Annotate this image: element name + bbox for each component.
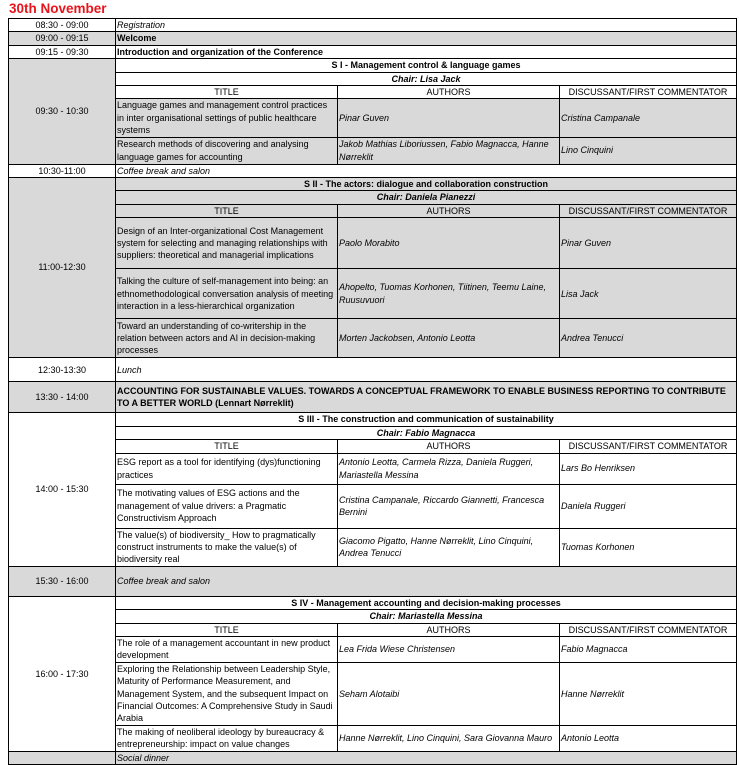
session-title-row	[9, 413, 737, 426]
time-slot: 15:30 - 16:00	[9, 566, 116, 596]
time-slot: 08:30 - 09:00	[9, 19, 116, 32]
session-chair-row	[9, 610, 737, 623]
session-title-row	[9, 59, 737, 72]
paper-discussant: Pinar Guven	[560, 218, 737, 269]
session-chair: Chair: Lisa Jack	[116, 72, 737, 85]
time-slot: 12:30-13:30	[9, 358, 116, 382]
time-slot: 09:00 - 09:15	[9, 32, 116, 45]
session-chair: Chair: Mariastella Messina	[116, 610, 737, 623]
session-chair: Chair: Fabio Magnacca	[116, 426, 737, 439]
schedule-row	[9, 19, 737, 32]
schedule-row	[9, 358, 737, 382]
paper-discussant: Cristina Campanale	[560, 99, 737, 137]
session-chair: Chair: Daniela Pianezzi	[116, 191, 737, 204]
paper-discussant: Lino Cinquini	[560, 137, 737, 164]
time-slot: 11:00-12:30	[9, 178, 116, 358]
event-label: Coffee break and salon	[116, 164, 737, 177]
time-slot: 13:30 - 14:00	[9, 382, 116, 413]
event-label: ACCOUNTING FOR SUSTAINABLE VALUES. TOWARDS A CONCEPTUAL FRAMEWORK TO ENABLE BUSINESS REPORTING TO CONTRIBUTE TO A BETTER WORLD (Lennart Nørreklit)	[116, 382, 737, 413]
schedule-row	[9, 566, 737, 596]
session-title-row	[9, 596, 737, 609]
time-slot: 14:00 - 15:30	[9, 413, 116, 566]
paper-row	[9, 319, 737, 358]
session-chair-row	[9, 426, 737, 439]
event-label: Coffee break and salon	[116, 566, 737, 596]
paper-discussant: Antonio Leotta	[560, 725, 737, 751]
paper-title: ESG report as a tool for identifying (dys)functioning practices	[116, 453, 338, 484]
paper-authors: Paolo Morabito	[338, 218, 560, 269]
paper-title: Language games and management control practices in inter organisational settings of public healthcare systems	[116, 99, 338, 137]
column-header-row	[9, 623, 737, 636]
paper-row	[9, 453, 737, 484]
column-header-authors: AUTHORS	[338, 86, 560, 99]
paper-title: Talking the culture of self-management into being: an ethnomethodological conversation analysis of meeting interaction in a less-hierarchical organization	[116, 269, 338, 319]
paper-authors: Lea Frida Wiese Christensen	[338, 636, 560, 662]
event-label: Introduction and organization of the Conference	[116, 45, 737, 58]
column-header-discussant: DISCUSSANT/FIRST COMMENTATOR	[560, 623, 737, 636]
schedule-row	[9, 32, 737, 45]
column-header-authors: AUTHORS	[338, 623, 560, 636]
paper-title: Exploring the Relationship between Leadership Style, Maturity of Performance Measurement, and Management System, and the subsequent Impact on Financial Outcomes: A Comprehensive Study in Saudi Arabia	[116, 662, 338, 725]
schedule-row	[9, 751, 737, 764]
schedule-row	[9, 164, 737, 177]
column-header-discussant: DISCUSSANT/FIRST COMMENTATOR	[560, 204, 737, 217]
paper-title: The role of a management accountant in new product development	[116, 636, 338, 662]
paper-discussant: Hanne Nørreklit	[560, 662, 737, 725]
paper-discussant: Andrea Tenucci	[560, 319, 737, 358]
column-header-title: TITLE	[116, 204, 338, 217]
paper-discussant: Fabio Magnacca	[560, 636, 737, 662]
paper-authors: Antonio Leotta, Carmela Rizza, Daniela Ruggeri, Mariastella Messina	[338, 453, 560, 484]
session-title: S IV - Management accounting and decision-making processes	[116, 596, 737, 609]
column-header-title: TITLE	[116, 623, 338, 636]
paper-authors: Morten Jackobsen, Antonio Leotta	[338, 319, 560, 358]
paper-row	[9, 99, 737, 137]
column-header-title: TITLE	[116, 440, 338, 453]
session-title: S I - Management control & language games	[116, 59, 737, 72]
schedule-row	[9, 45, 737, 58]
paper-discussant: Daniela Ruggeri	[560, 484, 737, 528]
time-slot: 09:30 - 10:30	[9, 59, 116, 164]
paper-authors: Cristina Campanale, Riccardo Giannetti, Francesca Bernini	[338, 484, 560, 528]
column-header-authors: AUTHORS	[338, 440, 560, 453]
time-slot: 16:00 - 17:30	[9, 596, 116, 751]
paper-title: The value(s) of biodiversity_ How to pragmatically construct instruments to make the value(s) of biodiversity real	[116, 528, 338, 566]
paper-title: The making of neoliberal ideology by bureaucracy & entrepreneurship: impact on value changes	[116, 725, 338, 751]
paper-title: Design of an Inter-organizational Cost Management system for selecting and managing relationships with suppliers: theoretical and managerial implications	[116, 218, 338, 269]
paper-row	[9, 218, 737, 269]
column-header-row	[9, 440, 737, 453]
paper-row	[9, 636, 737, 662]
paper-row	[9, 528, 737, 566]
schedule-table	[8, 18, 737, 765]
paper-discussant: Tuomas Korhonen	[560, 528, 737, 566]
paper-row	[9, 269, 737, 319]
column-header-discussant: DISCUSSANT/FIRST COMMENTATOR	[560, 86, 737, 99]
event-label: Welcome	[116, 32, 737, 45]
paper-authors: Ahopelto, Tuomas Korhonen, Tiitinen, Teemu Laine, Ruusuvuori	[338, 269, 560, 319]
paper-authors: Jakob Mathias Liboriussen, Fabio Magnacca, Hanne Nørreklit	[338, 137, 560, 164]
paper-row	[9, 484, 737, 528]
paper-authors: Giacomo Pigatto, Hanne Nørreklit, Lino Cinquini, Andrea Tenucci	[338, 528, 560, 566]
column-header-row	[9, 86, 737, 99]
event-label: Social dinner	[116, 751, 737, 764]
schedule-row	[9, 382, 737, 413]
column-header-title: TITLE	[116, 86, 338, 99]
session-title: S II - The actors: dialogue and collaboration construction	[116, 178, 737, 191]
column-header-row	[9, 204, 737, 217]
event-label: Registration	[116, 19, 737, 32]
session-title-row	[9, 178, 737, 191]
paper-authors: Pinar Guven	[338, 99, 560, 137]
paper-title: Toward an understanding of co-writership in the relation between actors and AI in decision-making processes	[116, 319, 338, 358]
paper-discussant: Lisa Jack	[560, 269, 737, 319]
paper-authors: Hanne Nørreklit, Lino Cinquini, Sara Giovanna Mauro	[338, 725, 560, 751]
paper-title: The motivating values of ESG actions and the management of value drivers: a Pragmatic Constructivism Approach	[116, 484, 338, 528]
session-chair-row	[9, 191, 737, 204]
paper-row	[9, 662, 737, 725]
date-heading: 30th November	[9, 1, 107, 16]
paper-row	[9, 137, 737, 164]
session-title: S III - The construction and communication of sustainability	[116, 413, 737, 426]
paper-row	[9, 725, 737, 751]
event-label: Lunch	[116, 358, 737, 382]
time-slot	[9, 751, 116, 764]
time-slot: 10:30-11:00	[9, 164, 116, 177]
session-chair-row	[9, 72, 737, 85]
column-header-authors: AUTHORS	[338, 204, 560, 217]
paper-discussant: Lars Bo Henriksen	[560, 453, 737, 484]
paper-authors: Seham Alotaibi	[338, 662, 560, 725]
column-header-discussant: DISCUSSANT/FIRST COMMENTATOR	[560, 440, 737, 453]
paper-title: Research methods of discovering and analysing language games for accounting	[116, 137, 338, 164]
time-slot: 09:15 - 09:30	[9, 45, 116, 58]
